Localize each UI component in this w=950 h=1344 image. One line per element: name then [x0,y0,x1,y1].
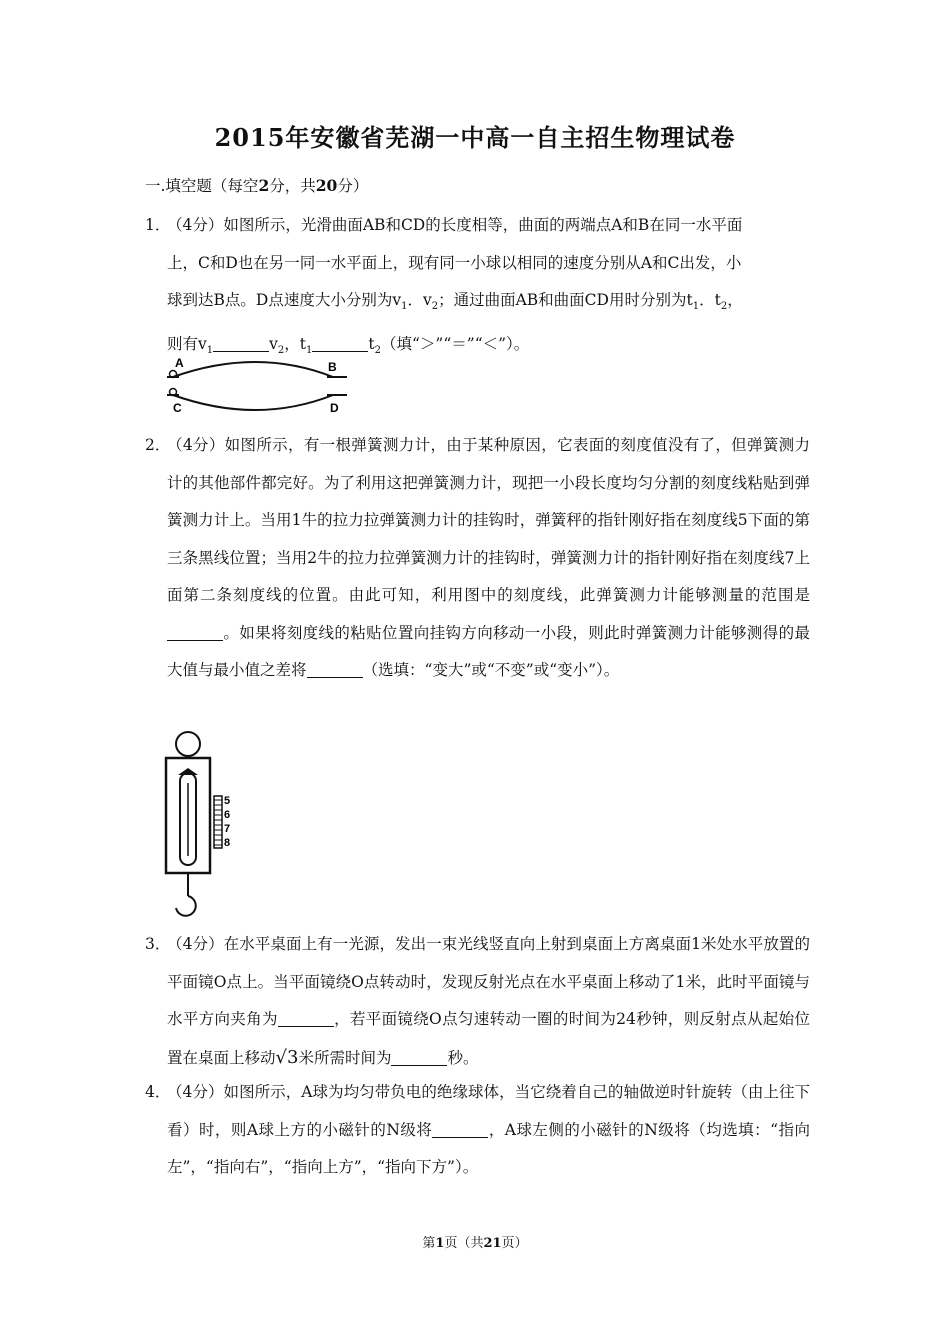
label-b: B [328,360,337,374]
page-footer: 第1页（共21页） [422,1236,528,1251]
answer-blank [278,1011,334,1028]
question-2: 2． （4分）如图所示，有一根弹簧测力计，由于某种原因，它表面的刻度值没有了，但弹簧测力计的其他部件都完好。为了利用这把弹簧测力计，现把一小段长度均匀分割的刻度线粘贴到弹簧测力计上。当用1牛的拉力拉弹簧测力计的挂钩时，弹簧秤的指针刚好指在刻度线5下面的第三条黑线位置；当用2牛的拉力拉弹簧测力计的挂钩时，弹簧测力计的指针刚好指在刻度线7上面第二条刻度线的位置。由此可知，利用图中的刻度线，此弹簧测力计能够测量的范围是。如果将刻度线的粘贴位置向挂钩方向移动一小段，则此时弹簧测力计能够测得的最大值与最小值之差将 （选填：“变大”或“不变”或“变小”）。 [145,427,810,690]
scale-label-7: 7 [224,823,231,835]
spring-scale-figure [160,728,250,923]
label-d: D [330,401,339,415]
page-title: 2015年安徽省芜湖一中高一自主招生物理试卷 [214,123,736,152]
answer-blank [391,1049,447,1066]
question-number: 1． [145,216,171,234]
question-3: 3． （4分）在水平桌面上有一光源，发出一束光线竖直向上射到桌面上方离桌面1米处水平放置的平面镜O点上。当平面镜绕O点转动时，发现反射光点在水平桌面上移动了1米，此时平面镜与水平方向夹角为 ，若平面镜绕O点匀速转动一圈的时间为24秒钟，则反射点从起始位置在桌面上移动√3米所需时间为 秒。 [145,926,810,1077]
answer-blank [312,335,368,352]
label-a: A [175,356,184,370]
question-number: 4． [145,1083,171,1101]
question-number: 3． [145,935,171,953]
answer-blank [307,662,363,679]
sqrt-three: √3 [275,1046,299,1068]
answer-blank [167,624,223,641]
scale-label-8: 8 [224,837,231,849]
scale-label-6: 6 [224,809,231,821]
label-c: C [173,401,182,415]
scale-label-5: 5 [224,795,231,807]
answer-blank [432,1121,488,1138]
curved-surfaces-figure [165,355,350,417]
question-4: 4． （4分）如图所示，A球为均匀带负电的绝缘球体，当它绕着自己的轴做逆时针旋转（由上往下看）时，则A球上方的小磁针的N级将 ，A球左侧的小磁针的N级将（均选填：“指向左”，“指向右”，“指向上方”，“指向下方”）。 [145,1074,810,1187]
section-heading: 一.填空题（每空2分，共20分） [145,176,369,195]
question-1: 1． （4分）如图所示，光滑曲面AB和CD的长度相等，曲面的两端点A和B在同一水平面 上，C和D也在另一同一水平面上，现有同一小球以相同的速度分别从A和C出发，小 球到达B点。D点速度大小分别为$v_1$．$v_2$；通过曲面AB和曲面CD用时分别为$t_1$．$t_2$， 则有$v_1$ $v_2$，$t_1$ $t_2$（填“＞”“＝”“＜”）。 [145,207,810,369]
answer-blank [213,335,269,352]
question-number: 2． [145,436,171,454]
